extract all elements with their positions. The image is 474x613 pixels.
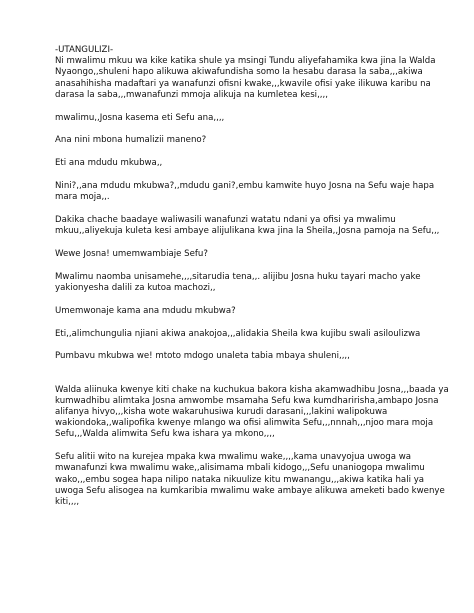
paragraph: Dakika chache baadaye waliwasili wanafunzi watatu ndani ya ofisi ya mwalimu mkuu,,aliyekuja kuleta kesi ambaye alijulikana kwa jina la Sheila,,Josna pamoja na Sefu,,, (55, 215, 440, 237)
paragraph: Eti,,alimchungulia njiani akiwa anakojoa,,,alidakia Sheila kwa kujibu swali asiloulizwa (55, 328, 421, 339)
document-body (55, 45, 450, 520)
paragraph: Nini?,,ana mdudu mkubwa?,,mdudu gani?,embu kamwite huyo Josna na Sefu waje hapa mara moja,,. (55, 181, 435, 203)
paragraph: Ana nini mbona humalizii maneno? (55, 135, 207, 146)
paragraph-intro: -UTANGULIZI- Ni mwalimu mkuu wa kike katika shule ya msingi Tundu aliyefahamika kwa jina la Walda Nyaongo,,shuleni hapo alikuwa akiwafundisha somo la hesabu darasa la saba,,,akiwa anasahihisha madaftari ya wanafunzi ofisni kwake,,,kwavile ofisi yake ilikuwa karibu na darasa la saba,,,mwanafunzi mmoja alikuja na kumletea kesi,,,, (55, 45, 436, 100)
paragraph: Walda aliinuka kwenye kiti chake na kuchukua bakora kisha akamwadhibu Josna,,,baada ya kumwadhibu alimtaka Josna amwombe msamaha Sefu kwa kumdharirisha,ambapo Josna alifanya hivyo,,,kisha wote wakaruhusiwa kurudi darasani,,,lakini walipokuwa wakiondoka,,walipofika kwenye mlango wa ofisi alimwita Sefu,,,nnnah,,,njoo mara moja Sefu,,,Walda alimwita Sefu kwa ishara ya mkono,,,, (55, 384, 449, 440)
paragraph: Wewe Josna! umemwambiaje Sefu? (55, 249, 208, 259)
paragraph: Mwalimu naomba unisamehe,,,,sitarudia tena,,. alijibu Josna huku tayari macho yake yakionyesha dalili za kutoa machozi,, (55, 271, 421, 293)
paragraph: mwalimu,,Josna kasema eti Sefu ana,,,, (55, 112, 225, 123)
paragraph: Umemwonaje kama ana mdudu mkubwa? (55, 305, 236, 316)
paragraph: Pumbavu mkubwa we! mtoto mdogo unaleta tabia mbaya shuleni,,,, (55, 351, 350, 362)
paragraph: Sefu alitii wito na kurejea mpaka kwa mwalimu wake,,,,kama unavyojua uwoga wa mwanafunzi kwa mwalimu wake,,alisimama mbali kidogo,,,Sefu unaniogopa mwalimu wako,,,embu sogea hapa nilipo nataka nikuulize kitu mwanangu,,,akiwa katika hali ya uwoga Sefu alisogea na kumkaribia mwalimu wake ambaye alikuwa ameketi bado kwenye kiti,,,, (55, 452, 445, 508)
paragraph: Eti ana mdudu mkubwa,, (55, 158, 163, 169)
